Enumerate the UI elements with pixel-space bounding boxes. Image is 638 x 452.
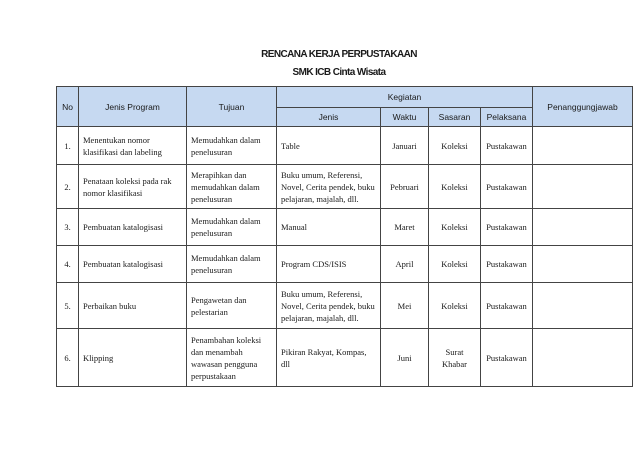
cell-no: 1. bbox=[57, 127, 79, 165]
cell-waktu: Juni bbox=[381, 329, 429, 387]
cell-tujuan: Penambahan koleksi dan menambah wawasan pengguna perpustakaan bbox=[187, 329, 277, 387]
cell-tujuan: Memudahkan dalam penelusuran bbox=[187, 209, 277, 246]
cell-waktu: Pebruari bbox=[381, 165, 429, 209]
cell-jenis: Buku umum, Referensi, Novel, Cerita pendek, buku pelajaran, majalah, dll. bbox=[277, 165, 381, 209]
table-row bbox=[57, 246, 633, 283]
cell-no: 4. bbox=[57, 246, 79, 283]
cell-waktu: Maret bbox=[381, 209, 429, 246]
cell-jenis: Program CDS/ISIS bbox=[277, 246, 381, 283]
cell-pelaksana: Pustakawan bbox=[481, 283, 533, 329]
cell-program: Perbaikan buku bbox=[79, 283, 187, 329]
cell-sasaran: Koleksi bbox=[429, 246, 481, 283]
cell-sasaran: Koleksi bbox=[429, 165, 481, 209]
table-row bbox=[57, 165, 633, 209]
cell-waktu: Mei bbox=[381, 283, 429, 329]
cell-jenis: Table bbox=[277, 127, 381, 165]
cell-no: 5. bbox=[57, 283, 79, 329]
header-kegiatan: Kegiatan bbox=[277, 87, 533, 108]
header-program: Jenis Program bbox=[79, 87, 187, 127]
table-row bbox=[57, 329, 633, 387]
cell-no: 6. bbox=[57, 329, 79, 387]
document-subtitle: SMK ICB Cinta Wisata bbox=[292, 67, 386, 78]
cell-pelaksana: Pustakawan bbox=[481, 329, 533, 387]
cell-program: Pembuatan katalogisasi bbox=[79, 209, 187, 246]
cell-pelaksana: Pustakawan bbox=[481, 209, 533, 246]
cell-no: 2. bbox=[57, 165, 79, 209]
cell-sasaran: Koleksi bbox=[429, 283, 481, 329]
cell-penanggungjawab bbox=[533, 127, 633, 165]
cell-jenis: Pikiran Rakyat, Kompas, dll bbox=[277, 329, 381, 387]
cell-penanggungjawab bbox=[533, 329, 633, 387]
document-title: RENCANA KERJA PERPUSTAKAAN bbox=[261, 49, 417, 60]
header-tujuan: Tujuan bbox=[187, 87, 277, 127]
cell-jenis: Manual bbox=[277, 209, 381, 246]
header-penanggungjawab: Penanggungjawab bbox=[533, 87, 633, 127]
header-waktu: Waktu bbox=[381, 108, 429, 127]
cell-penanggungjawab bbox=[533, 165, 633, 209]
header-jenis: Jenis bbox=[277, 108, 381, 127]
cell-program: Klipping bbox=[79, 329, 187, 387]
cell-penanggungjawab bbox=[533, 283, 633, 329]
cell-waktu: April bbox=[381, 246, 429, 283]
cell-sasaran: Koleksi bbox=[429, 127, 481, 165]
cell-jenis: Buku umum, Referensi, Novel, Cerita pendek, buku pelajaran, majalah, dll. bbox=[277, 283, 381, 329]
header-no: No bbox=[57, 87, 79, 127]
cell-program: Menentukan nomor klasifikasi dan labeling bbox=[79, 127, 187, 165]
cell-program: Penataan koleksi pada rak nomor klasifikasi bbox=[79, 165, 187, 209]
cell-pelaksana: Pustakawan bbox=[481, 246, 533, 283]
cell-sasaran: Koleksi bbox=[429, 209, 481, 246]
work-plan-table bbox=[56, 86, 633, 387]
cell-program: Pembuatan katalogisasi bbox=[79, 246, 187, 283]
cell-tujuan: Memudahkan dalam penelusuran bbox=[187, 246, 277, 283]
cell-tujuan: Merapihkan dan memudahkan dalam penelusuran bbox=[187, 165, 277, 209]
cell-sasaran: Surat Khabar bbox=[429, 329, 481, 387]
header-pelaksana: Pelaksana bbox=[481, 108, 533, 127]
cell-waktu: Januari bbox=[381, 127, 429, 165]
table-row bbox=[57, 127, 633, 165]
cell-tujuan: Memudahkan dalam penelusuran bbox=[187, 127, 277, 165]
cell-pelaksana: Pustakawan bbox=[481, 165, 533, 209]
header-sasaran: Sasaran bbox=[429, 108, 481, 127]
cell-pelaksana: Pustakawan bbox=[481, 127, 533, 165]
cell-no: 3. bbox=[57, 209, 79, 246]
cell-penanggungjawab bbox=[533, 209, 633, 246]
cell-penanggungjawab bbox=[533, 246, 633, 283]
cell-tujuan: Pengawetan dan pelestarian bbox=[187, 283, 277, 329]
table-row bbox=[57, 209, 633, 246]
table-row bbox=[57, 283, 633, 329]
